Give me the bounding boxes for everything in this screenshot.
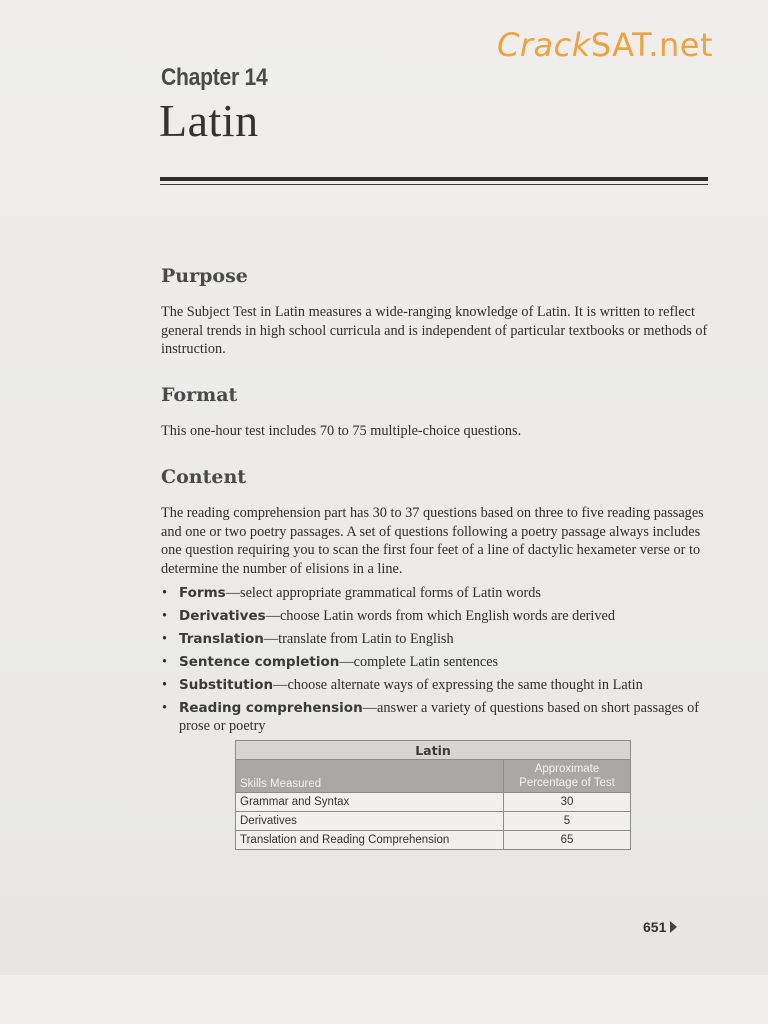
list-item: • Reading comprehension—answer a variety of questions based on short passages of prose or poetry — [162, 700, 699, 734]
bullet-desc: —choose Latin words from which English words are derived — [265, 608, 616, 624]
percentage-cell: 30 — [504, 793, 631, 812]
skill-cell: Translation and Reading Comprehension — [236, 831, 504, 850]
skill-cell: Derivatives — [236, 812, 504, 831]
bullet-term: Substitution — [179, 677, 274, 693]
page-bottom-margin — [0, 975, 768, 1024]
table-row — [236, 831, 631, 850]
percentage-cell: 5 — [504, 812, 631, 831]
table-row — [236, 793, 631, 812]
title-rule-thick — [160, 177, 708, 181]
bullet-desc: —answer a variety of questions based on short passages of prose or poetry — [179, 700, 699, 734]
table-header-row — [236, 760, 631, 793]
content-text: The reading comprehension part has 30 to 37 questions based on three to five reading passages and one or two poetry passages. A set of questions following a poetry passage always includes one question requiring you to scan the first four feet of a line of dactylic hexameter verse or to determine the number of elisions in a line. — [161, 505, 704, 577]
percentage-cell: 65 — [504, 831, 631, 850]
column-header-percentage: Approximate Percentage of Test — [504, 760, 631, 793]
page-arrow-icon — [670, 921, 677, 933]
table-caption: Latin — [236, 741, 631, 760]
list-item: • Sentence completion—complete Latin sentences — [162, 654, 499, 670]
list-item: • Forms—select appropriate grammatical forms of Latin words — [162, 585, 541, 601]
purpose-text: The Subject Test in Latin measures a wide-ranging knowledge of Latin. It is written to reflect general trends in high school curricula and is independent of particular textbooks or methods of instruction. — [161, 304, 708, 357]
list-item: • Translation—translate from Latin to English — [162, 631, 454, 647]
table-row — [236, 812, 631, 831]
bullet-term: Forms — [179, 585, 226, 601]
title-rule-thin — [160, 184, 708, 185]
table-caption-row — [236, 741, 631, 760]
format-text: This one-hour test includes 70 to 75 multiple-choice questions. — [161, 423, 522, 439]
bullet-term: Reading comprehension — [179, 700, 363, 716]
format-heading: Format — [161, 384, 238, 406]
content-bullet-list — [161, 584, 721, 740]
bullet-desc: —translate from Latin to English — [263, 631, 454, 647]
bullet-desc: —complete Latin sentences — [339, 654, 499, 670]
bullet-desc: —choose alternate ways of expressing the same thought in Latin — [273, 677, 643, 693]
page-number: 651 — [643, 919, 667, 935]
chapter-label: Chapter 14 — [161, 64, 268, 91]
bullet-desc: —select appropriate grammatical forms of Latin words — [225, 585, 541, 601]
list-item: • Derivatives—choose Latin words from which English words are derived — [162, 608, 616, 624]
content-heading: Content — [161, 466, 247, 488]
skill-cell: Grammar and Syntax — [236, 793, 504, 812]
chapter-title: Latin — [159, 95, 259, 146]
watermark-logo: CrackSAT.net — [497, 26, 713, 64]
purpose-heading: Purpose — [161, 265, 248, 287]
skills-table — [235, 740, 631, 850]
list-item: • Substitution—choose alternate ways of expressing the same thought in Latin — [162, 677, 643, 693]
bullet-term: Derivatives — [179, 608, 266, 624]
bullet-term: Translation — [179, 631, 264, 647]
column-header-skills: Skills Measured — [236, 760, 504, 793]
bullet-term: Sentence completion — [179, 654, 340, 670]
